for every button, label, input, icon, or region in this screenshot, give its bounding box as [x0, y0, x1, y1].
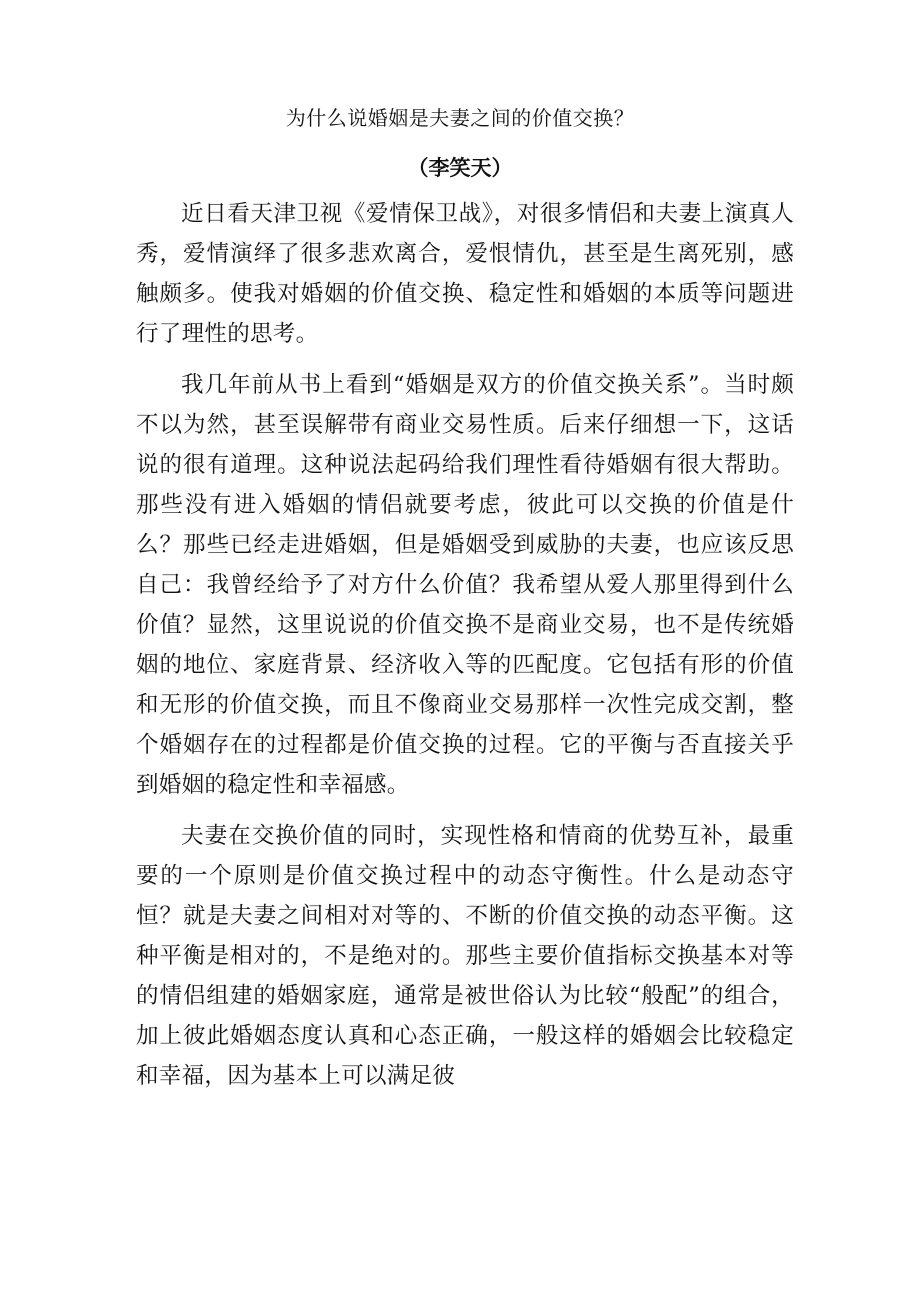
document-author: （李笑天） [407, 156, 513, 180]
paragraph-3: 夫妻在交换价值的同时，实现性格和情商的优势互补，最重要的一个原则是价值交换过程中的动态守衡性。什么是动态守恒？就是夫妻之间相对对等的、不断的价值交换的动态平衡。这种平衡是相对的，不是绝对的。那些主要价值指标交换基本对等的情侣组建的婚姻家庭，通常是被世俗认为比较“般配”的组合，加上彼此婚姻态度认真和心态正确，一般这样的婚姻会比较稳定和幸福，因为基本上可以满足彼 [136, 823, 794, 1089]
paragraph-2: 我几年前从书上看到“婚姻是双方的价值交换关系”。当时颇不以为然，甚至误解带有商业交易性质。后来仔细想一下，这话说的很有道理。这种说法起码给我们理性看待婚姻有很大帮助。那些没有进入婚姻的情侣就要考虑，彼此可以交换的价值是什么？那些已经走进婚姻，但是婚姻受到威胁的夫妻，也应该反思自己：我曾经给予了对方什么价值？我希望从爱人那里得到什么价值？显然，这里说说的价值交换不是商业交易，也不是传统婚姻的地位、家庭背景、经济收入等的匹配度。它包括有形的价值和无形的价值交换，而且不像商业交易那样一次性完成交割，整个婚姻存在的过程都是价值交换的过程。它的平衡与否直接关乎到婚姻的稳定性和幸福感。 [136, 372, 794, 798]
paragraph-1: 近日看天津卫视《爱情保卫战》，对很多情侣和夫妻上演真人秀，爱情演绎了很多悲欢离合，爱恨情仇，甚至是生离死别，感触颇多。使我对婚姻的价值交换、稳定性和婚姻的本质等问题进行了理性的思考。 [136, 201, 794, 347]
document-body [136, 194, 794, 1107]
document-title: 为什么说婚姻是夫妻之间的价值交换？ [285, 106, 635, 130]
